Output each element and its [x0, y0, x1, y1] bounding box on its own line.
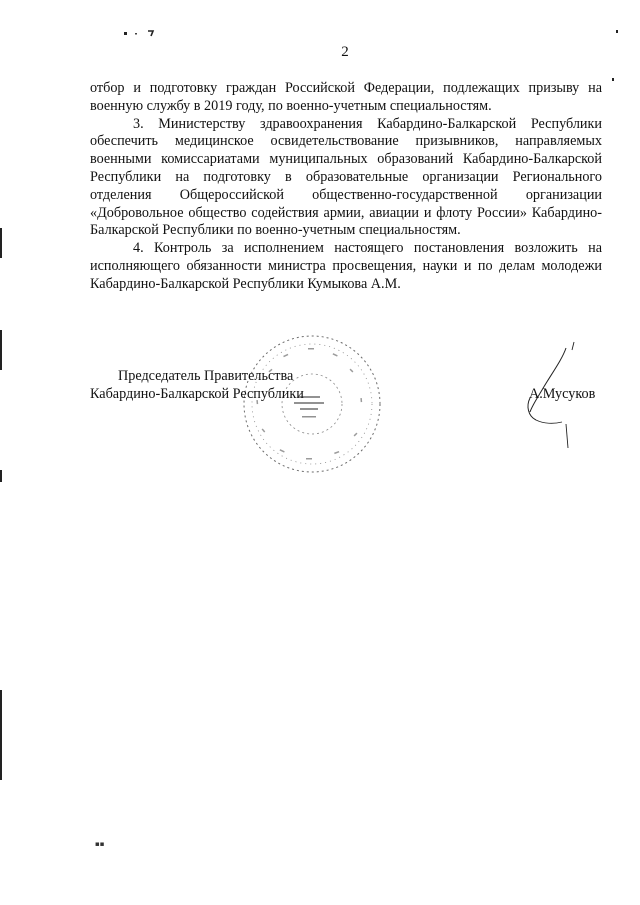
- scan-edge-mark: [0, 470, 2, 482]
- official-seal-stamp: [238, 330, 386, 478]
- signatory-title-line1: Председатель Правительства: [118, 368, 294, 384]
- scan-edge-mark: [0, 690, 2, 780]
- signatory-title-line2: Кабардино-Балкарской Республики: [90, 386, 304, 402]
- page-number: 2: [341, 44, 349, 60]
- scan-edge-mark: [0, 228, 2, 258]
- paragraph-continuation: отбор и подготовку граждан Российской Федерации, подлежащих призыву на военную службу в 2019 году, по военно-учетным специальностям.: [90, 80, 602, 114]
- document-body: [90, 80, 602, 294]
- scan-edge-mark: [616, 30, 618, 33]
- paragraph-4: 4. Контроль за исполнением настоящего постановления возложить на исполняющего обязанности министра просвещения, науки и по делам молодежи Кабардино-Балкарской Республики Кумыкова А.М.: [90, 240, 602, 292]
- footer-scan-mark: ▪▪: [95, 840, 105, 848]
- signatory-name: А.Мусуков: [529, 386, 596, 402]
- scan-artifact-marks: [122, 26, 162, 38]
- paragraph-3: 3. Министерству здравоохранения Кабардино-Балкарской Республики обеспечить медицинское освидетельствование призывников, направляемых военными комиссариатами муниципальных образований Кабардино-Балкарской Республики на подготовку в образовательные организации Регионального отделения Общероссийской общественно-государственной организации «Добровольное общество содействия армии, авиации и флоту России» Кабардино-Балкарской Республики по военно-учетным специальностям.: [90, 115, 602, 239]
- scan-edge-mark: [612, 78, 614, 81]
- scan-edge-mark: [0, 330, 2, 370]
